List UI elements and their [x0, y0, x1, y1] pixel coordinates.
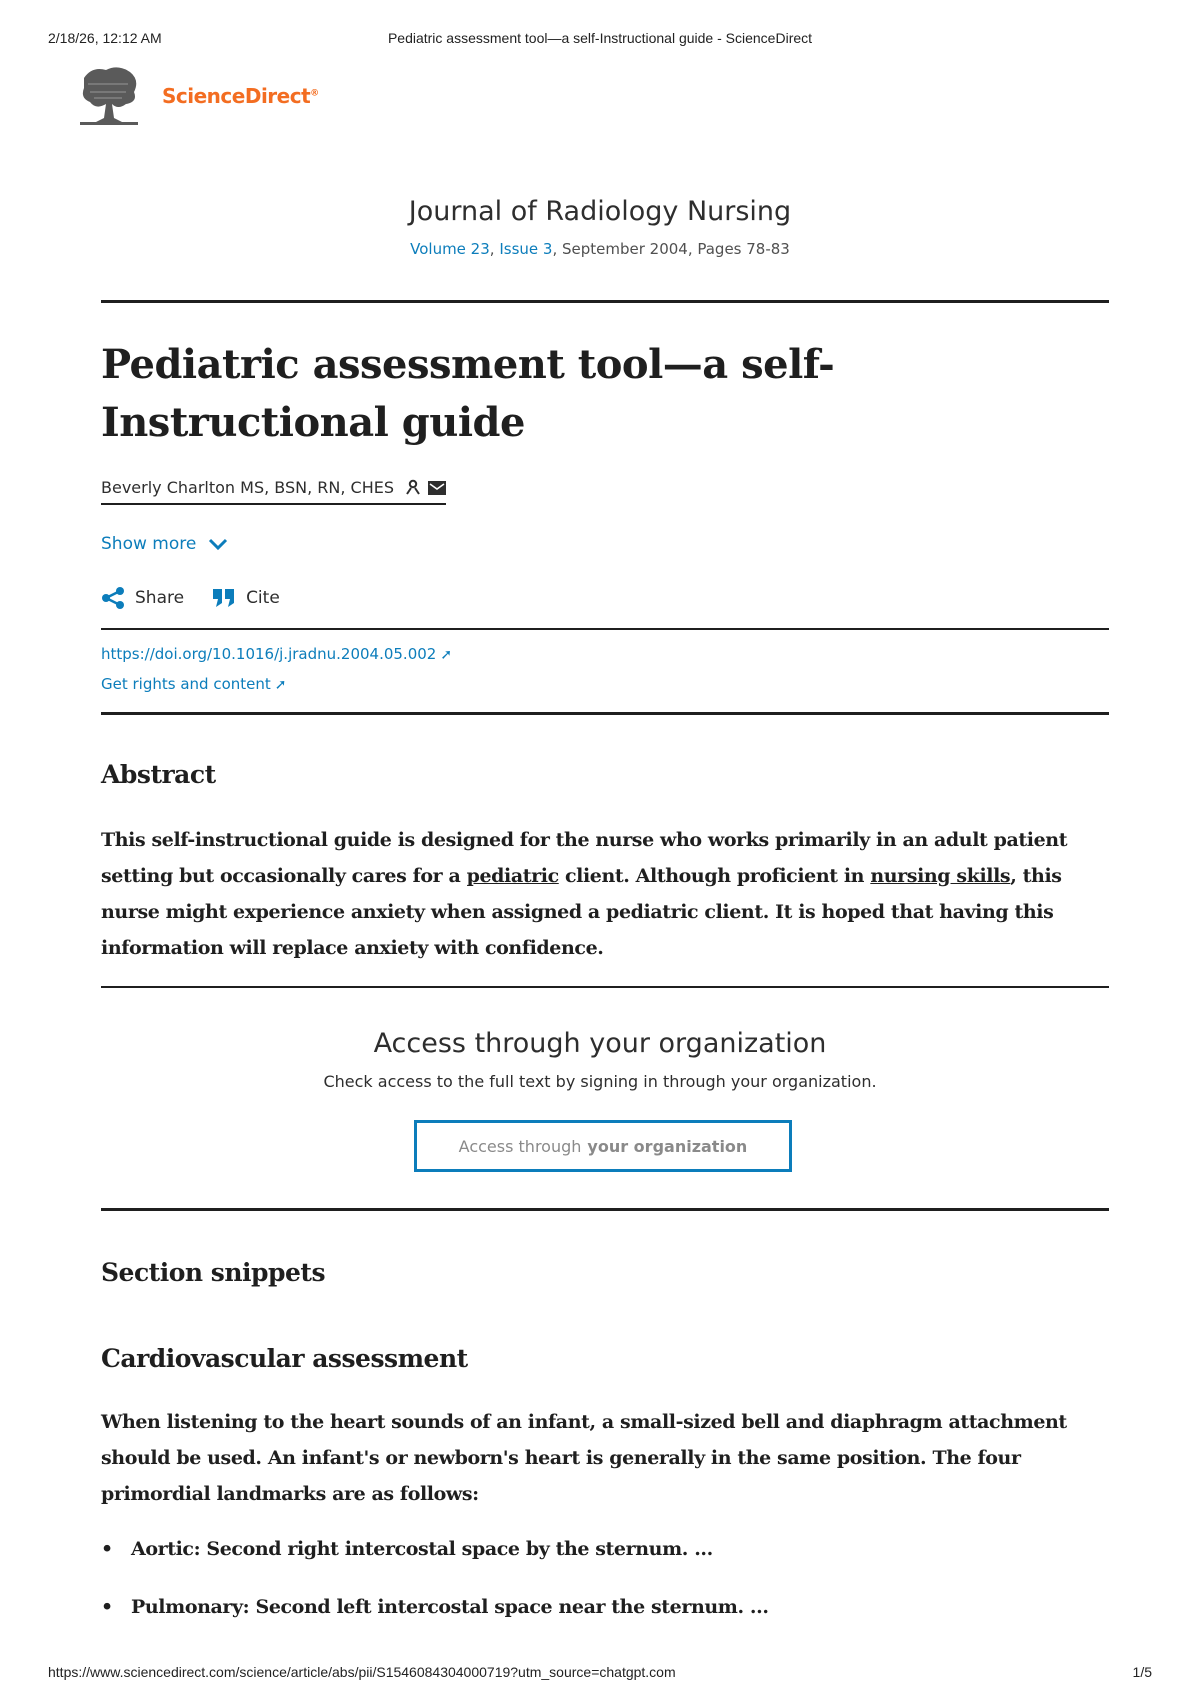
cite-button[interactable] — [212, 586, 280, 610]
show-more-button[interactable] — [101, 534, 228, 554]
abstract-part-1: This self-instructional guide is designed for the nurse who works primarily in an adult patient setting but occasionally cares for a — [101, 829, 1068, 887]
access-button-bold: your organization — [587, 1136, 748, 1156]
nursing-skills-link[interactable]: nursing skills — [870, 865, 1011, 887]
journal-citation: Volume 23, Issue 3, September 2004, Pages 78-83 — [410, 240, 790, 258]
divider — [101, 712, 1109, 715]
print-date: 2/18/26, 12:12 AM — [48, 30, 162, 46]
chevron-down-icon — [208, 537, 228, 551]
email-icon — [428, 481, 446, 495]
article-actions — [101, 586, 280, 610]
list-item-text: Aortic: Second right intercostal space by the sternum. ... — [131, 1538, 713, 1560]
citation-details: , September 2004, Pages 78-83 — [552, 240, 790, 258]
abstract-heading: Abstract — [101, 760, 216, 789]
print-header — [0, 30, 1200, 50]
elsevier-tree-icon — [78, 64, 140, 126]
rights-text: Get rights and content — [101, 675, 271, 693]
divider — [101, 986, 1109, 988]
bullet-icon: • — [101, 1538, 113, 1560]
share-label: Share — [135, 588, 185, 608]
doi-text: https://doi.org/10.1016/j.jradnu.2004.05.002 — [101, 645, 437, 663]
snippets-heading: Section snippets — [101, 1258, 326, 1287]
author-name: Beverly Charlton MS, BSN, RN, CHES — [101, 478, 394, 497]
quote-icon — [212, 587, 236, 609]
abstract-part-2: client. Although proficient in — [558, 865, 871, 887]
cardiovascular-heading[interactable]: Cardiovascular assessment — [101, 1344, 468, 1373]
print-footer — [0, 1664, 1200, 1684]
list-item — [101, 1596, 769, 1618]
person-icon — [405, 479, 421, 495]
divider — [101, 628, 1109, 630]
brand-mark: ® — [310, 88, 319, 99]
bullet-icon: • — [101, 1596, 113, 1618]
external-link-icon: ➚ — [274, 677, 287, 693]
divider — [101, 1208, 1109, 1211]
snippet-paragraph: When listening to the heart sounds of an infant, a small-sized bell and diaphragm attachment should be used. An infant's or newborn's heart is generally in the same position. The four primordial landmarks are as follows: — [101, 1411, 1067, 1505]
abstract-part-3: , this nurse might experience anxiety when assigned a pediatric client. It is hoped that having this information will replace anxiety with confidence. — [101, 865, 1062, 959]
print-title: Pediatric assessment tool—a self-Instructional guide - ScienceDirect — [387, 30, 813, 46]
author-link[interactable] — [101, 478, 446, 505]
share-icon — [101, 586, 125, 610]
list-item — [101, 1538, 713, 1560]
access-subtitle: Check access to the full text by signing in through your organization. — [323, 1072, 877, 1091]
brand-name — [162, 84, 319, 108]
divider — [101, 300, 1109, 303]
show-more-label: Show more — [101, 534, 197, 554]
abstract-text — [101, 822, 1111, 966]
share-button[interactable] — [101, 586, 184, 610]
page-number: 1/5 — [1132, 1664, 1152, 1680]
journal-name[interactable]: Journal of Radiology Nursing — [408, 196, 792, 227]
rights-link[interactable] — [101, 675, 286, 693]
access-organization-button[interactable] — [414, 1120, 792, 1172]
access-title: Access through your organization — [373, 1028, 827, 1059]
pediatric-link[interactable]: pediatric — [466, 865, 559, 887]
cite-label: Cite — [246, 588, 280, 608]
access-button-prefix: Access through — [458, 1136, 582, 1156]
print-url: https://www.sciencedirect.com/science/article/abs/pii/S1546084304000719?utm_source=chatgpt.com — [48, 1664, 676, 1680]
volume-link[interactable]: Volume 23 — [410, 240, 490, 258]
article-title: Pediatric assessment tool—a self-Instructional guide — [101, 341, 835, 446]
brand-text: ScienceDirect — [162, 84, 311, 108]
external-link-icon: ➚ — [440, 647, 453, 663]
list-item-text: Pulmonary: Second left intercostal space near the sternum. ... — [131, 1596, 769, 1618]
issue-link[interactable]: Issue 3 — [499, 240, 553, 258]
doi-link[interactable] — [101, 645, 452, 663]
